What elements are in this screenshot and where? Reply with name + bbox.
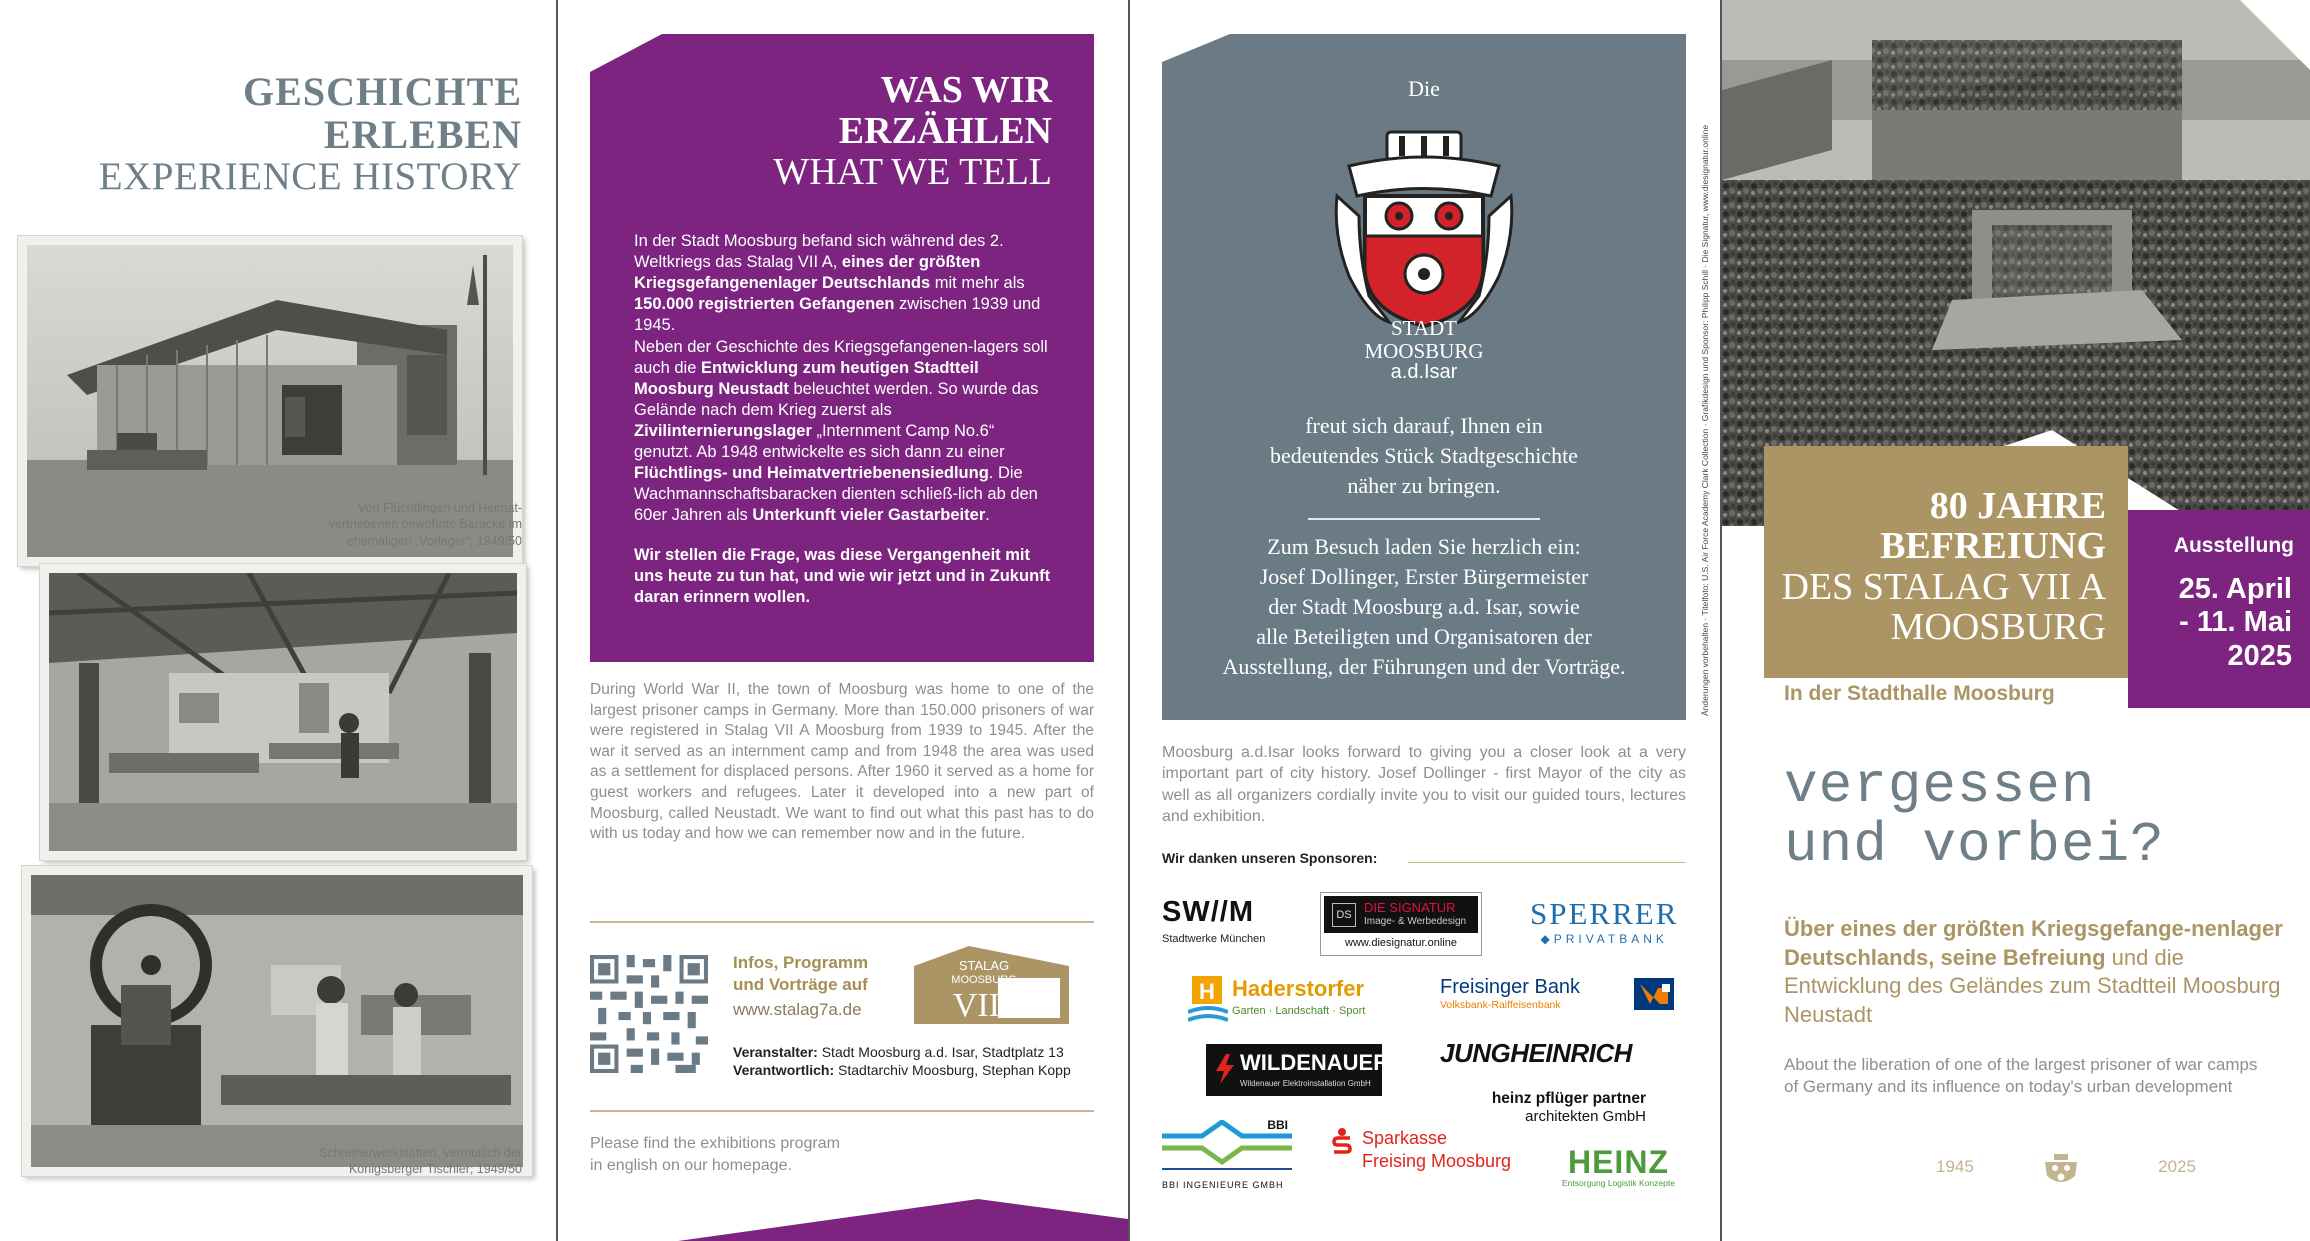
paragraph-intro: [634, 231, 1054, 337]
photo-workshop: [22, 866, 532, 1176]
divider: [590, 921, 1094, 923]
bbi-wordmark: BBI: [1267, 1118, 1288, 1132]
title-line-erleben: ERLEBEN: [323, 112, 522, 158]
lightning-icon: [1214, 1054, 1236, 1084]
message-line: freut sich darauf, Ihnen ein: [1305, 413, 1543, 438]
caption-line: Von Flüchtlingen und Heimat-: [358, 501, 522, 515]
signatur-subtitle: Image- & Werbedesign: [1364, 916, 1467, 927]
panel-cover: [1722, 0, 2310, 1241]
ds-monogram-icon: DS: [1332, 903, 1356, 927]
signatur-banner: [1324, 896, 1478, 933]
title-line-erzaehlen: ERZÄHLEN: [838, 110, 1052, 153]
pflueger-wordmark: heinz pflüger partner: [1491, 1090, 1646, 1107]
sparkasse-wordmark: Sparkasse: [1362, 1128, 1448, 1148]
sponsor-pflueger-logo: [1474, 1090, 1646, 1125]
note-line: in english on our homepage.: [590, 1156, 792, 1174]
responsible-value: Stadtarchiv Moosburg, Stephan Kopp: [834, 1062, 1071, 1079]
note-line: Please find the exhibitions program: [590, 1135, 840, 1152]
sponsor-sperrer-logo: [1530, 898, 1678, 946]
year-range: [1936, 1152, 2196, 1188]
divider: [1408, 862, 1686, 863]
volksbank-icon: [1634, 978, 1674, 1010]
moosburg-crest-icon: [1329, 126, 1519, 336]
haderstorfer-subtitle: Garten · Landschaft · Sport: [1232, 1005, 1366, 1017]
logo-stalag: STALAG: [958, 958, 1010, 973]
svg-text:H: H: [1199, 979, 1215, 1004]
headline-line: und vorbei?: [1784, 812, 2165, 877]
signatur-url: www.diesignatur.online: [1345, 937, 1457, 949]
sparkasse-s-icon: [1332, 1128, 1352, 1154]
crest-emblem-icon: [2041, 1152, 2081, 1188]
title-line-des-stalag: DES STALAG VII A: [1781, 565, 2106, 608]
text: 2. Weltkriegs das Stalag VII A,: [634, 232, 1004, 272]
text: Neben der Geschichte des Kriegsgefangenen-lagers soll auch die: [634, 337, 1048, 377]
divider: [1308, 518, 1540, 520]
cover-title: [1781, 486, 2106, 647]
website-link[interactable]: www.stalag7a.de: [733, 1000, 862, 1019]
text-bold: Wir stellen die Frage, was diese Vergangenheit mit uns heute zu tun hat, und wie wir jetzt und in Zukunft daran erinnern wollen.: [634, 545, 1051, 606]
sponsors-label: Wir danken unseren Sponsoren:: [1162, 850, 1378, 866]
logo-moosburg: MOOSBURG: [951, 974, 1017, 986]
sponsor-wildenauer-logo: [1206, 1044, 1390, 1096]
freisinger-subtitle: Volksbank-Raiffeisenbank: [1440, 999, 1561, 1011]
slate-box-cut: [1162, 34, 1686, 74]
invite-line: Zum Besuch laden Sie herzlich ein:: [1267, 534, 1581, 559]
date-line: - 11. Mai: [2179, 606, 2292, 639]
german-body-text: [634, 231, 1054, 608]
title-line-experience-history: EXPERIENCE HISTORY: [98, 155, 522, 199]
photo-interior: [40, 564, 526, 860]
info-line: Infos, Programm: [733, 953, 869, 972]
heinz-wordmark: HEINZ: [1567, 1144, 1669, 1180]
invite-line: alle Beteiligten und Organisatoren der: [1256, 623, 1592, 649]
text: beleuchtet werden. So wurde das Gelände nach dem Krieg zuerst als: [634, 379, 1039, 419]
organizer-label: Veranstalter:: [733, 1044, 818, 1060]
ausstellung-label: Ausstellung: [2173, 534, 2294, 557]
panel-was-wir-erzaehlen: [558, 0, 1128, 1241]
title-line-moosburg: MOOSBURG: [1890, 605, 2106, 648]
venue-label: In der Stadthalle Moosburg: [1784, 682, 2055, 705]
purple-box-cut: [590, 34, 1094, 74]
sponsor-swm-logo: [1162, 898, 1265, 945]
sperrer-diamond-icon: ◆: [1540, 932, 1554, 946]
paragraph-question: [634, 545, 1054, 608]
message-line: näher zu bringen.: [1347, 473, 1501, 499]
invite-line: Josef Dollinger, Erster Bürgermeister: [1259, 563, 1589, 589]
purple-footer-shape: [558, 1181, 1128, 1241]
subtitle-rest: und die Entwicklung des Geländes zum Stadtteil Moosburg Neustadt: [1784, 944, 2281, 1027]
credit-text: Änderungen vorbehalten · Titelfoto: U.S. Air Force Academy Clark Collection · Grafikdesign und Sponsor: Philipp Schill · Die Signatur, www.diesignatur.online: [1700, 124, 1710, 716]
invite-line: Ausstellung, der Führungen und der Vorträge.: [1222, 653, 1626, 679]
sponsor-signatur-logo: [1320, 892, 1482, 956]
panel1-title: [99, 70, 522, 198]
caption-line: Schreinerwerkstätten, vermutlich der: [319, 1146, 522, 1160]
info-heading: [733, 952, 868, 997]
invite-line: der Stadt Moosburg a.d. Isar, sowie: [1268, 593, 1580, 619]
text: zwischen 1939 und 1945.: [634, 295, 1041, 335]
invitation-text: [1162, 532, 1686, 682]
pflueger-subtitle: architekten GmbH: [1525, 1108, 1646, 1125]
logo-vii-a: VII A: [952, 987, 1032, 1024]
sponsor-bbi-logo: [1162, 1120, 1292, 1192]
info-line: und Vorträge auf: [733, 975, 868, 995]
title-line-geschichte: GESCHICHTE: [243, 69, 522, 114]
panel-geschichte-erleben: [0, 0, 556, 1241]
signatur-name: DIE SIGNATUR: [1364, 900, 1456, 915]
qr-code[interactable]: [590, 955, 708, 1073]
title-line-was-wir: WAS WIR: [880, 69, 1052, 111]
title-line-80-jahre: 80 JAHRE: [1929, 485, 2106, 527]
text-bold: Unterkunft vieler Gastarbeiter: [752, 506, 986, 525]
sponsor-jungheinrich-logo: [1440, 1038, 1632, 1069]
sparkasse-subtitle: Freising Moosburg: [1362, 1151, 1512, 1171]
responsible-label: Verantwortlich:: [733, 1062, 835, 1079]
sponsor-freisinger-bank-logo: [1440, 976, 1674, 1011]
freisinger-wordmark: Freisinger Bank: [1440, 976, 1581, 998]
date-line: 25. April: [2178, 573, 2292, 605]
jungheinrich-wordmark: JUNGHEINRICH: [1440, 1038, 1632, 1068]
caption-workshop: [262, 1145, 522, 1178]
text: . Die Wachmannschaftsbaracken dienten schließ-lich ab den 60er Jahren als: [634, 464, 1038, 525]
sperrer-wordmark: SPERRER: [1530, 896, 1679, 931]
stadt-line: MOOSBURG: [1364, 338, 1484, 363]
caption-line: ehemaligen „Vorlager“; 1949/50: [346, 533, 522, 548]
heinz-subtitle: Entsorgung Logistik Konzepte: [1562, 1178, 1675, 1188]
bbi-subtitle: BBI INGENIEURE GMBH: [1162, 1180, 1284, 1190]
title-line-what-we-tell: WHAT WE TELL: [773, 151, 1052, 194]
english-program-note: [590, 1133, 840, 1176]
title-line-befreiung: BEFREIUNG: [1880, 525, 2106, 568]
text-bold: eines der größten Kriegsgefangenenlager Deutschlands: [634, 253, 981, 293]
english-subtitle: About the liberation of one of the largest prisoner of war camps of Germany and its influence on today's urban development: [1784, 1055, 2258, 1097]
german-subtitle: [1784, 915, 2284, 1029]
greeting-message: [1162, 411, 1686, 501]
text-bold: Flüchtlings- und Heimatvertriebenensiedlung: [634, 464, 989, 483]
caption-barrack: [262, 500, 522, 549]
stadt-line: a.d.Isar: [1390, 361, 1458, 384]
date-line: 2025: [2227, 639, 2292, 672]
panel-greeting: [1130, 0, 1720, 1241]
year-start: 1945: [1936, 1157, 1974, 1176]
date-box: [2128, 510, 2310, 708]
text: .: [985, 506, 990, 525]
text: „Internment Camp No.6“ genutzt. Ab 1948 entwickelte es sich dann zu einer: [634, 421, 1005, 462]
text: In der Stadt Moosburg befand sich während des: [634, 232, 986, 250]
die-label: Die: [1408, 76, 1440, 101]
year-end: 2025: [2158, 1157, 2196, 1176]
organizer-value: Stadt Moosburg a.d. Isar, Stadtplatz 13: [817, 1044, 1064, 1060]
headline-vergessen: [1784, 754, 2165, 877]
divider: [590, 1110, 1094, 1112]
wildenauer-wordmark: WILDENAUER: [1240, 1050, 1390, 1075]
english-body-text: During World War II, the town of Moosburg was home to one of the largest prisoner camps in Germany. More than 150.000 prisoners of war were registered in Stalag VII A Moosburg from 1939 to 1945. After the war it served as an internment camp and from 1948 the area was used as a settlement for displaced persons. After 1960 it served as a home for guest workers and refugees. Later it developed into a new part of Moosburg, called Neustadt. We want to find out what this past has to do with us today and how we can remember now and in the future.: [590, 681, 1094, 843]
swm-subtitle: Stadtwerke München: [1162, 933, 1266, 945]
caption-line: Königsberger Tischler; 1949/50: [348, 1162, 522, 1177]
vertical-credit-line: [1688, 36, 1710, 716]
text-bold: Zivilinternierungslager: [634, 421, 812, 440]
stadt-line: STADT: [1391, 316, 1457, 340]
title-box-slant: [1764, 446, 2128, 486]
text-bold: Entwicklung zum heutigen Stadtteil Moosburg Neustadt: [634, 358, 979, 398]
paragraph-development: [634, 337, 1054, 527]
purple-text-box: [590, 34, 1094, 662]
stalag-logo: [914, 946, 1069, 1024]
text-bold: 150.000 registrierten Gefangenen: [634, 295, 895, 314]
swm-wordmark: SW//M: [1162, 896, 1254, 928]
message-line: bedeutendes Stück Stadtgeschichte: [1270, 443, 1578, 469]
slate-text-box: [1162, 34, 1686, 720]
exhibition-dates: [2128, 573, 2292, 673]
organizer-info: [733, 1043, 1071, 1079]
wildenauer-subtitle: Wildenauer Elektroinstallation GmbH: [1240, 1079, 1371, 1088]
subtitle-bold: Über eines der größten Kriegsgefange-nenlager Deutschlands, seine Befreiung: [1784, 916, 2283, 970]
haderstorfer-h-icon: [1188, 976, 1228, 1026]
headline-line: vergessen: [1784, 754, 2096, 818]
sponsor-heinz-logo: [1562, 1146, 1675, 1188]
text: mit mehr als: [930, 274, 1025, 293]
panel2-title: [773, 70, 1052, 193]
caption-line: vertriebenen bewohnte Baracke im: [328, 517, 522, 532]
stadt-moosburg-label: [1162, 317, 1686, 384]
english-greeting: Moosburg a.d.Isar looks forward to giving you a closer look at a very important part of city history. Josef Dollinger - first Mayor of the city as well as all organizers cordially invite you to visit our guided tours, lectures and exhibition.: [1162, 744, 1686, 825]
haderstorfer-wordmark: Haderstorfer: [1232, 976, 1365, 1001]
sperrer-subtitle: PRIVATBANK: [1553, 932, 1668, 946]
